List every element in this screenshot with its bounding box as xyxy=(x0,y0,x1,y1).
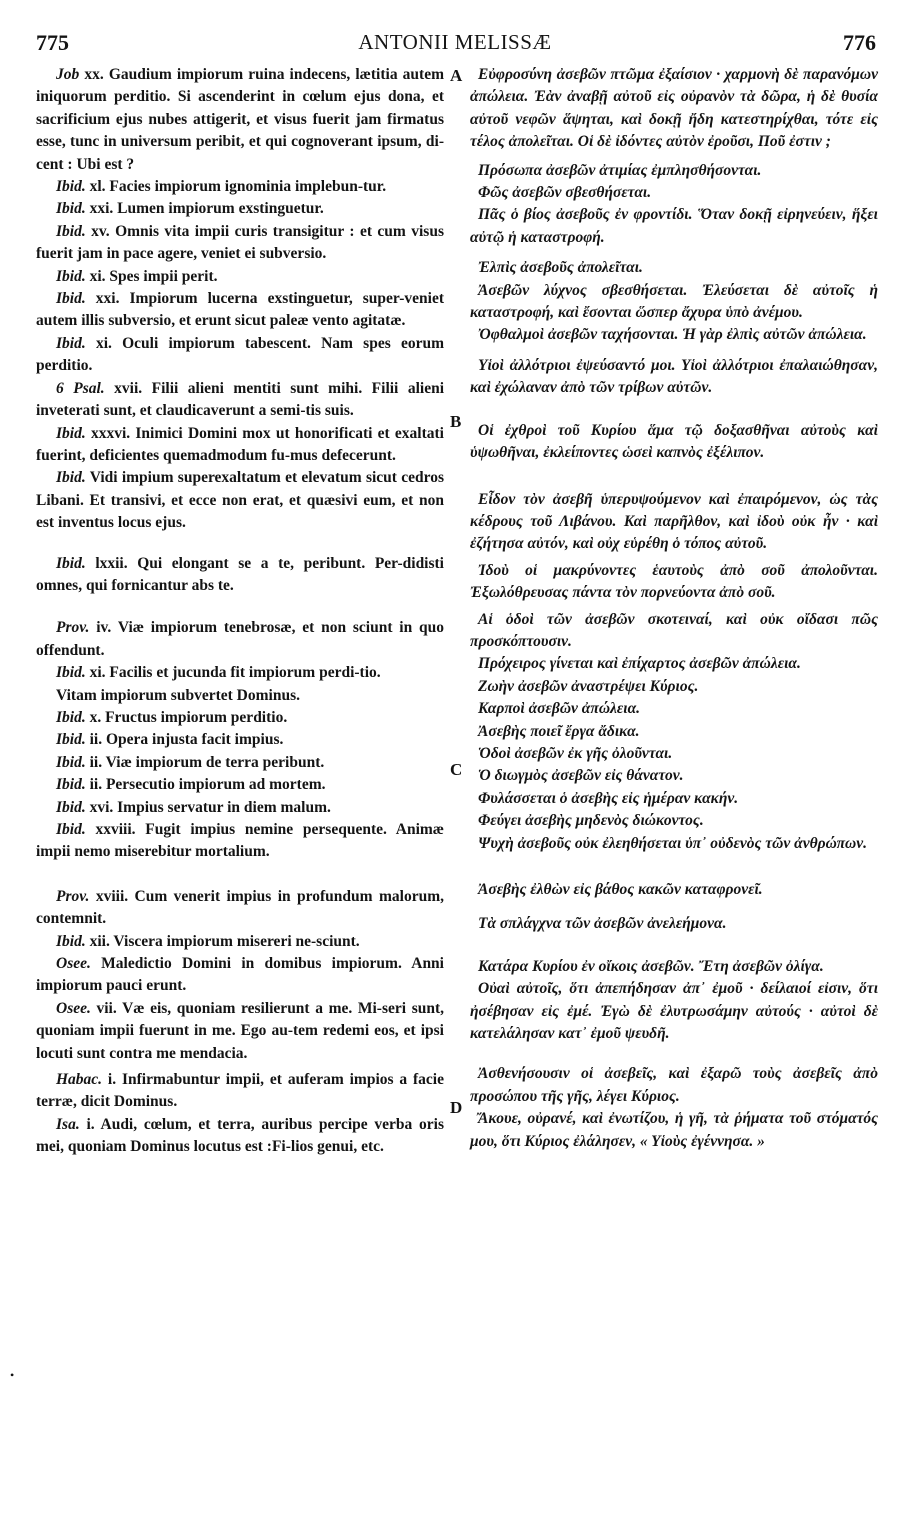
latin-text: xv. Omnis vita impii curis transigitur : et cum visus fuerit jam in pace agere, veniet ei subversio. xyxy=(36,222,444,263)
stray-mark: • xyxy=(10,1368,15,1382)
latin-entry xyxy=(36,423,444,468)
greek-entry: Πρόχειρος γίνεται καὶ ἐπίχαρτος ἀσεβῶν ἀπώλεια. xyxy=(478,655,801,673)
latin-reference: Ibid. xyxy=(56,932,86,950)
greek-entry: Ὁδοὶ ἀσεβῶν ἐκ γῆς ὀλοῦνται. xyxy=(478,744,673,762)
latin-text: i. Infirmabuntur impii, et auferam impios a facie terræ, dicit Dominus. xyxy=(36,1071,444,1111)
latin-entry xyxy=(36,662,444,684)
greek-entry: Αἱ ὁδοὶ τῶν ἀσεβῶν σκοτειναί, καὶ οὐκ οἴδασι πῶς προσκόπτουσιν. xyxy=(470,610,878,650)
latin-entry xyxy=(36,953,444,998)
latin-entry xyxy=(36,198,444,220)
latin-entry xyxy=(36,752,444,774)
latin-entry xyxy=(36,617,444,662)
margin-marker-c: C xyxy=(450,760,463,779)
greek-entry: Ἐλπὶς ἀσεβοῦς ἀπολεῖται. xyxy=(478,259,643,277)
latin-entry xyxy=(36,553,444,598)
latin-reference: Ibid. xyxy=(56,664,86,682)
greek-entry: Εὐφροσύνη ἀσεβῶν πτῶμα ἐξαίσιον · χαρμονὴ δὲ παρανόμων ἀπώλεια. Ἐὰν ἀναβῇ αὐτοῦ εἰς οὐρανὸν τὰ δῶρα, ἡ δὲ θυσία αὐτοῦ νεφῶν ἅψηται, καὶ δοκῇ ἤδη κατεστηρίχθαι, τότε εἰς τέλος ἀπολεῖται. Οἱ δὲ ἰδόντες αὐτὸν ἐροῦσι, Ποῦ ἐστιν ; xyxy=(470,66,878,151)
greek-entry: Φῶς ἀσεβῶν σβεσθήσεται. xyxy=(478,184,652,202)
latin-entry xyxy=(36,1069,444,1114)
latin-reference: Ibid. xyxy=(56,708,86,726)
latin-entry xyxy=(36,1114,444,1159)
latin-entry xyxy=(36,467,444,534)
latin-text: xxi. Lumen impiorum exstinguetur. xyxy=(85,200,324,218)
greek-entry: Καρποὶ ἀσεβῶν ἀπώλεια. xyxy=(478,700,641,718)
latin-reference: Isa. xyxy=(56,1115,80,1133)
latin-text: xvii. Filii alieni mentiti sunt mihi. Filii alieni inveterati sunt, et claudicaverunt a semi-tis suis. xyxy=(36,379,445,420)
latin-reference: Ibid. xyxy=(56,776,86,794)
page-number-left: 775 xyxy=(36,30,69,55)
latin-reference: Ibid. xyxy=(56,753,86,771)
latin-entry xyxy=(36,998,444,1065)
latin-reference: Prov. xyxy=(56,887,90,905)
latin-reference: Ibid. xyxy=(56,334,86,352)
latin-reference: Ibid. xyxy=(56,821,86,838)
latin-text: ii. Persecutio impiorum ad mortem. xyxy=(85,776,326,794)
greek-entry: Κατάρα Κυρίου ἐν οἴκοις ἀσεβῶν. Ἔτη ἀσεβῶν ὀλίγα. xyxy=(478,957,824,975)
running-title: ANTONII MELISSÆ xyxy=(358,30,552,54)
latin-entry xyxy=(36,288,444,333)
latin-reference: Ibid. xyxy=(56,731,86,749)
latin-text: ii. Opera injusta facit impius. xyxy=(85,731,284,749)
latin-text: lxxii. Qui elongant se a te, peribunt. Per-didisti omnes, qui fornicantur abs te. xyxy=(36,554,444,594)
latin-entry xyxy=(36,931,444,953)
latin-text: xi. Spes impii perit. xyxy=(85,267,218,285)
latin-text: xvi. Impius servatur in diem malum. xyxy=(85,798,331,816)
margin-marker-a: A xyxy=(450,66,463,85)
greek-entry: Ἄκουε, οὐρανέ, καὶ ἐνωτίζου, ἡ γῆ, τὰ ῥήματα τοῦ στόματός μου, ὅτι Κύριος ἐλάλησεν, « Υἱοὺς ἐγέννησα. » xyxy=(470,1110,878,1150)
greek-entry: Φυλάσσεται ὁ ἀσεβὴς εἰς ἡμέραν κακήν. xyxy=(478,789,739,807)
greek-entry: Ἀσεβὴς ἐλθὼν εἰς βάθος κακῶν καταφρονεῖ. xyxy=(478,881,763,898)
latin-entry xyxy=(36,64,444,176)
latin-text: iv. Viæ impiorum tenebrosæ, et non sciunt in quo offendunt. xyxy=(36,619,444,659)
latin-entry xyxy=(36,333,444,378)
latin-reference: Osee. xyxy=(56,999,91,1017)
latin-reference: Ibid. xyxy=(56,267,86,285)
latin-text: Vitam impiorum subvertet Dominus. xyxy=(56,686,300,704)
latin-text: xl. Facies impiorum ignominia implebun-tur. xyxy=(85,178,387,196)
latin-text: xxi. Impiorum lucerna exstinguetur, super-veniet autem illis subversio, et erunt sicut paleæ vento agitatæ. xyxy=(36,290,444,330)
latin-entry xyxy=(36,774,444,796)
greek-entry: Οὐαὶ αὐτοῖς, ὅτι ἀπεπήδησαν ἀπ᾽ ἐμοῦ · δείλαιοί εἰσιν, ὅτι ἠσέβησαν εἰς ἐμέ. Ἐγὼ δὲ ἐλυτρωσάμην αὐτούς · αὐτοὶ δὲ κατελάλησαν κατ᾽ ἐμοῦ ψευδῆ. xyxy=(470,980,878,1043)
latin-text: i. Audi, cœlum, et terra, auribus percipe verba oris mei, quoniam Dominus locutus est :Fi-lios genui, etc. xyxy=(36,1115,444,1156)
latin-entry xyxy=(36,797,444,819)
latin-text: vii. Væ eis, quoniam resilierunt a me. Mi-seri sunt, quoniam impii fuerunt in me. Ego au-tem redemi eos, et ipsi locuti sunt contra me mendacia. xyxy=(36,999,444,1062)
latin-text: xxxvi. Inimici Domini mox ut honorificati et exaltati fuerint, deficientes quemadmodum fu-mus defecerunt. xyxy=(36,424,444,464)
latin-entry xyxy=(36,729,444,751)
latin-text: Vidi impium superexaltatum et elevatum sicut cedros Libani. Et transivi, et ecce non erat, et quæsivi eum, et non est inventus locus ejus. xyxy=(36,469,444,532)
greek-entry: Ἀσεβῶν λύχνος σβεσθήσεται. Ἐλεύσεται δὲ αὐτοῖς ἡ καταστροφή, καὶ ἔσονται ὥσπερ ἄχυρα ὑπὸ ἀνέμου. xyxy=(470,281,878,322)
greek-entry: Ἰδοὺ οἱ μακρύνοντες ἑαυτοὺς ἀπὸ σοῦ ἀπολοῦνται. Ἐξωλόθρευσας πάντα τὸν πορνεύοντα ἀπὸ σοῦ. xyxy=(470,561,878,602)
latin-entry xyxy=(36,685,444,707)
latin-entry xyxy=(36,176,444,198)
greek-entry: Ἀσθενήσουσιν οἱ ἀσεβεῖς, καὶ ἐξαρῶ τοὺς ἀσεβεῖς ἀπὸ προσώπου τῆς γῆς, λέγει Κύριος. xyxy=(470,1065,878,1105)
latin-text: xx. Gaudium impiorum ruina indecens, lætitia autem iniquorum perditio. Si ascenderint in cœlum ejus dona, et sacrificium ejus nubes attigerit, et visus fuerit jam firmatus esse, tunc in universum peribit, et qui cognoverant ipsum, di-cent : Ubi est ? xyxy=(36,66,444,173)
latin-entry xyxy=(36,221,444,266)
greek-entry: Πρόσωπα ἀσεβῶν ἀτιμίας ἐμπλησθήσονται. xyxy=(478,161,762,179)
latin-text: ii. Viæ impiorum de terra peribunt. xyxy=(85,753,325,771)
greek-entry: Υἱοὶ ἀλλότριοι ἐψεύσαντό μοι. Υἱοὶ ἀλλότριοι ἐπαλαιώθησαν, καὶ ἐχώλαναν ἀπὸ τῶν τρίβων αὐτῶν. xyxy=(470,356,878,397)
greek-column xyxy=(470,64,878,1153)
page-header xyxy=(0,30,910,60)
latin-reference: Ibid. xyxy=(56,554,86,572)
greek-entry: Εἶδον τὸν ἀσεβῆ ὑπερυψούμενον καὶ ἐπαιρόμενον, ὡς τὰς κέδρους τοῦ Λιβάνου. Καὶ παρῆλθον, καὶ ἰδοὺ οὐκ ἦν · καὶ ἐζήτησα αὐτόν, καὶ οὐχ εὑρέθη ὁ τόπος αὐτοῦ. xyxy=(470,490,878,553)
latin-entry xyxy=(36,378,444,423)
greek-entry: Φεύγει ἀσεβὴς μηδενὸς διώκοντος. xyxy=(478,812,704,830)
margin-marker-b: B xyxy=(450,412,462,431)
latin-reference: Osee. xyxy=(56,955,91,973)
greek-entry: Ζωὴν ἀσεβῶν ἀναστρέψει Κύριος. xyxy=(478,677,699,695)
greek-entry: Πᾶς ὁ βίος ἀσεβοῦς ἐν φροντίδι. Ὅταν δοκῇ εἰρηνεύειν, ἥξει αὐτῷ ἡ καταστροφή. xyxy=(470,206,878,246)
latin-reference: Ibid. xyxy=(56,424,86,442)
latin-column xyxy=(36,64,444,1159)
latin-entry xyxy=(36,886,444,931)
margin-marker-d: D xyxy=(450,1098,463,1117)
latin-reference: Ibid. xyxy=(56,178,86,196)
latin-reference: Habac. xyxy=(56,1071,103,1089)
greek-entry: Ὁ διωγμὸς ἀσεβῶν εἰς θάνατον. xyxy=(478,767,684,785)
greek-entry: Τὰ σπλάγχνα τῶν ἀσεβῶν ἀνελεήμονα. xyxy=(478,915,727,933)
latin-text: xi. Oculi impiorum tabescent. Nam spes eorum perditio. xyxy=(36,334,444,375)
latin-reference: 6 Psal. xyxy=(56,379,105,397)
latin-text: Maledictio Domini in domibus impiorum. Anni impiorum pauci erunt. xyxy=(36,955,444,995)
latin-entry xyxy=(36,707,444,729)
latin-reference: Job xyxy=(56,66,80,83)
latin-reference: Ibid. xyxy=(56,469,86,487)
latin-entry xyxy=(36,266,444,288)
latin-reference: Ibid. xyxy=(56,798,86,816)
latin-reference: Ibid. xyxy=(56,290,86,308)
page-number-right: 776 xyxy=(843,30,876,55)
latin-text: xviii. Cum venerit impius in profundum malorum, contemnit. xyxy=(36,887,444,928)
latin-reference: Ibid. xyxy=(56,222,86,240)
latin-entry xyxy=(36,819,444,864)
latin-reference: Ibid. xyxy=(56,200,86,218)
latin-text: xi. Facilis et jucunda fit impiorum perdi-tio. xyxy=(85,664,381,682)
greek-entry: Οἱ ἐχθροὶ τοῦ Κυρίου ἅμα τῷ δοξασθῆναι αὐτοὺς καὶ ὑψωθῆναι, ἐκλείποντες ὡσεὶ καπνὸς ἐξέλιπον. xyxy=(470,421,878,462)
latin-text: xii. Viscera impiorum misereri ne-sciunt. xyxy=(85,932,360,950)
latin-reference: Prov. xyxy=(56,619,90,637)
latin-text: xxviii. Fugit impius nemine persequente. Animæ impii nemo miserebitur mortalium. xyxy=(36,821,444,861)
greek-entry: Ἀσεβὴς ποιεῖ ἔργα ἄδικα. xyxy=(478,722,640,740)
greek-entry: Ὀφθαλμοὶ ἀσεβῶν ταχήσονται. Ἡ γὰρ ἐλπὶς αὐτῶν ἀπώλεια. xyxy=(478,326,867,344)
greek-entry: Ψυχὴ ἀσεβοῦς οὐκ ἐλεηθήσεται ὑπ᾽ οὐδενὸς τῶν ἀνθρώπων. xyxy=(478,834,868,852)
latin-text: x. Fructus impiorum perditio. xyxy=(85,708,288,726)
